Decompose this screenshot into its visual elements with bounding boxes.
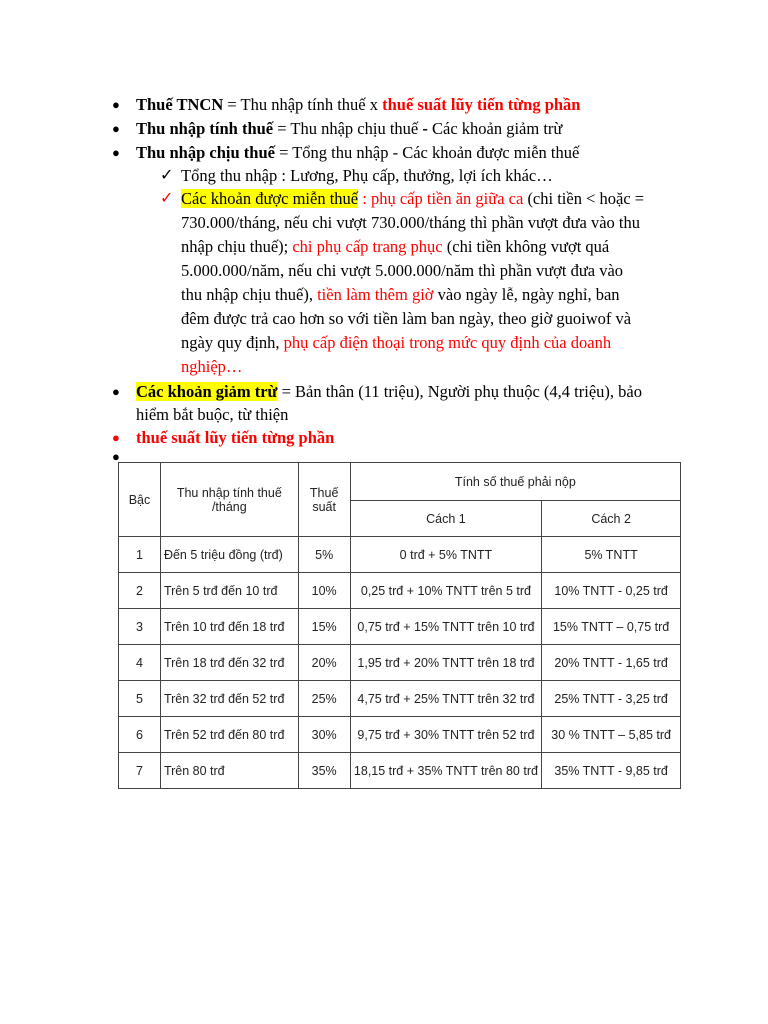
header-thue-suat-line1: Thuế [309, 485, 339, 500]
term-thue-tncn: Thuế TNCN [136, 95, 224, 114]
bullet-icon: ● [112, 430, 120, 445]
cell-bac: 6 [119, 717, 161, 753]
cell-cach2: 10% TNTT - 0,25 trđ [542, 573, 681, 609]
header-thue-suat [298, 463, 350, 537]
table-row [119, 717, 681, 753]
term-thu-nhap-chiu-thue: Thu nhập chịu thuế [136, 143, 275, 162]
table-row [119, 753, 681, 789]
cell-thu-nhap: Trên 32 trđ đến 52 trđ [160, 681, 298, 717]
cell-cach1: 4,75 trđ + 25% TNTT trên 32 trđ [350, 681, 542, 717]
colon-text: : [358, 189, 371, 208]
line-tong-thu-nhap: Tổng thu nhập : Lương, Phụ cấp, thưởng, lợi ích khác… [181, 166, 553, 185]
cell-thu-nhap: Trên 5 trđ đến 10 trđ [160, 573, 298, 609]
header-thu-nhap-line1: Thu nhập tính thuế [176, 485, 282, 500]
table-row [119, 537, 681, 573]
cell-bac: 7 [119, 753, 161, 789]
paragraph-line: 730.000/tháng, nếu chi vượt 730.000/tháng thì phần vượt đưa vào thu [181, 213, 641, 232]
body-text: vào ngày lễ, ngày nghỉ, ban [433, 285, 620, 304]
check-icon: ✓ [160, 167, 174, 184]
cell-cach2: 35% TNTT - 9,85 trđ [542, 753, 681, 789]
minus-sign: - [422, 119, 428, 138]
cell-thue-suat: 30% [298, 717, 350, 753]
formula-text: = Thu nhập chịu thuế [273, 119, 423, 138]
header-tinh-so: Tính số thuế phải nộp [350, 463, 680, 501]
cell-bac: 3 [119, 609, 161, 645]
cell-cach1: 0 trđ + 5% TNTT [350, 537, 542, 573]
cell-thue-suat: 5% [298, 537, 350, 573]
cell-thu-nhap: Đến 5 triệu đồng (trđ) [160, 537, 298, 573]
line-thue-suat-luy-tien: thuế suất lũy tiến từng phần [136, 428, 335, 447]
header-thue-suat-line2: suất [312, 499, 336, 514]
line-thu-nhap-tinh-thue [136, 118, 562, 140]
header-bac: Bậc [119, 463, 161, 537]
cell-bac: 4 [119, 645, 161, 681]
header-cach2: Cách 2 [542, 501, 681, 537]
cell-thue-suat: 15% [298, 609, 350, 645]
formula-text: Các khoản giảm trừ [427, 119, 563, 138]
term-phu-cap-trang-phuc: chi phụ cấp trang phục [292, 237, 443, 256]
bullet-icon: ● [112, 121, 120, 136]
body-text: nhập chịu thuế); [181, 237, 293, 256]
cell-cach2: 30 % TNTT – 5,85 trđ [542, 717, 681, 753]
header-cach1: Cách 1 [350, 501, 542, 537]
cell-thu-nhap: Trên 80 trđ [160, 753, 298, 789]
body-text: = Bản thân (11 triệu), Người phụ thuộc (4,4 triệu), bảo [277, 382, 642, 401]
cell-cach1: 0,25 trđ + 10% TNTT trên 5 trđ [350, 573, 542, 609]
cell-bac: 1 [119, 537, 161, 573]
bullet-icon: ● [112, 449, 120, 464]
table-row [119, 573, 681, 609]
cell-thue-suat: 10% [298, 573, 350, 609]
paragraph-line: nghiệp… [181, 357, 243, 376]
line-thu-nhap-chiu-thue [136, 142, 579, 164]
paragraph-line [181, 332, 611, 354]
body-text: thu nhập chịu thuế), [181, 285, 318, 304]
paragraph-line [181, 284, 620, 306]
line-mien-thue [181, 188, 644, 210]
formula-text: = Tổng thu nhập - Các khoản được miễn thuế [274, 143, 580, 162]
term-phu-cap-dien-thoai: phụ cấp điện thoại trong mức quy định của doanh [283, 333, 612, 352]
cell-cach2: 5% TNTT [542, 537, 681, 573]
table-row [119, 681, 681, 717]
cell-thue-suat: 20% [298, 645, 350, 681]
paragraph-line [181, 236, 609, 258]
check-icon: ✓ [160, 190, 174, 207]
body-text: ngày quy định, [181, 333, 284, 352]
term-phu-cap-an-ca: phụ cấp tiền ăn giữa ca [370, 189, 524, 208]
bullet-icon: ● [112, 145, 120, 160]
term-giam-tru: Các khoản giảm trừ [136, 382, 278, 401]
paragraph-line: 5.000.000/năm, nếu chi vượt 5.000.000/năm thì phần vượt đưa vào [181, 261, 624, 280]
cell-cach1: 0,75 trđ + 15% TNTT trên 10 trđ [350, 609, 542, 645]
bullet-icon: ● [112, 384, 120, 399]
cell-cach1: 18,15 trđ + 35% TNTT trên 80 trđ [350, 753, 542, 789]
body-text: (chi tiền không vượt quá [442, 237, 610, 256]
header-thu-nhap [160, 463, 298, 537]
cell-cach2: 15% TNTT – 0,75 trđ [542, 609, 681, 645]
table-row [119, 645, 681, 681]
cell-cach2: 25% TNTT - 3,25 trđ [542, 681, 681, 717]
table-row [119, 609, 681, 645]
term-tien-lam-them-gio: tiền làm thêm giờ [317, 285, 434, 304]
cell-cach1: 1,95 trđ + 20% TNTT trên 18 trđ [350, 645, 542, 681]
paragraph-line: hiểm bắt buộc, từ thiện [136, 405, 289, 424]
cell-thue-suat: 35% [298, 753, 350, 789]
line-giam-tru [136, 381, 642, 403]
cell-thu-nhap: Trên 52 trđ đến 80 trđ [160, 717, 298, 753]
cell-bac: 2 [119, 573, 161, 609]
cell-bac: 5 [119, 681, 161, 717]
term-mien-thue: Các khoản được miễn thuế [181, 189, 359, 208]
cell-thu-nhap: Trên 18 trđ đến 32 trđ [160, 645, 298, 681]
formula-text: = Thu nhập tính thuế x [223, 95, 383, 114]
body-text: (chi tiền < hoặc = [523, 189, 645, 208]
line-thue-tncn [136, 94, 580, 116]
tax-rate-table [118, 462, 681, 789]
bullet-icon: ● [112, 97, 120, 112]
cell-thu-nhap: Trên 10 trđ đến 18 trđ [160, 609, 298, 645]
cell-cach2: 20% TNTT - 1,65 trđ [542, 645, 681, 681]
header-thu-nhap-line2: /tháng [211, 499, 247, 514]
cell-cach1: 9,75 trđ + 30% TNTT trên 52 trđ [350, 717, 542, 753]
term-thu-nhap-tinh-thue: Thu nhập tính thuế [136, 119, 274, 138]
term-thue-suat: thuế suất lũy tiến từng phần [382, 95, 581, 114]
paragraph-line: đêm được trả cao hơn so với tiền làm ban ngày, theo giờ guoiwof và [181, 309, 632, 328]
cell-thue-suat: 25% [298, 681, 350, 717]
